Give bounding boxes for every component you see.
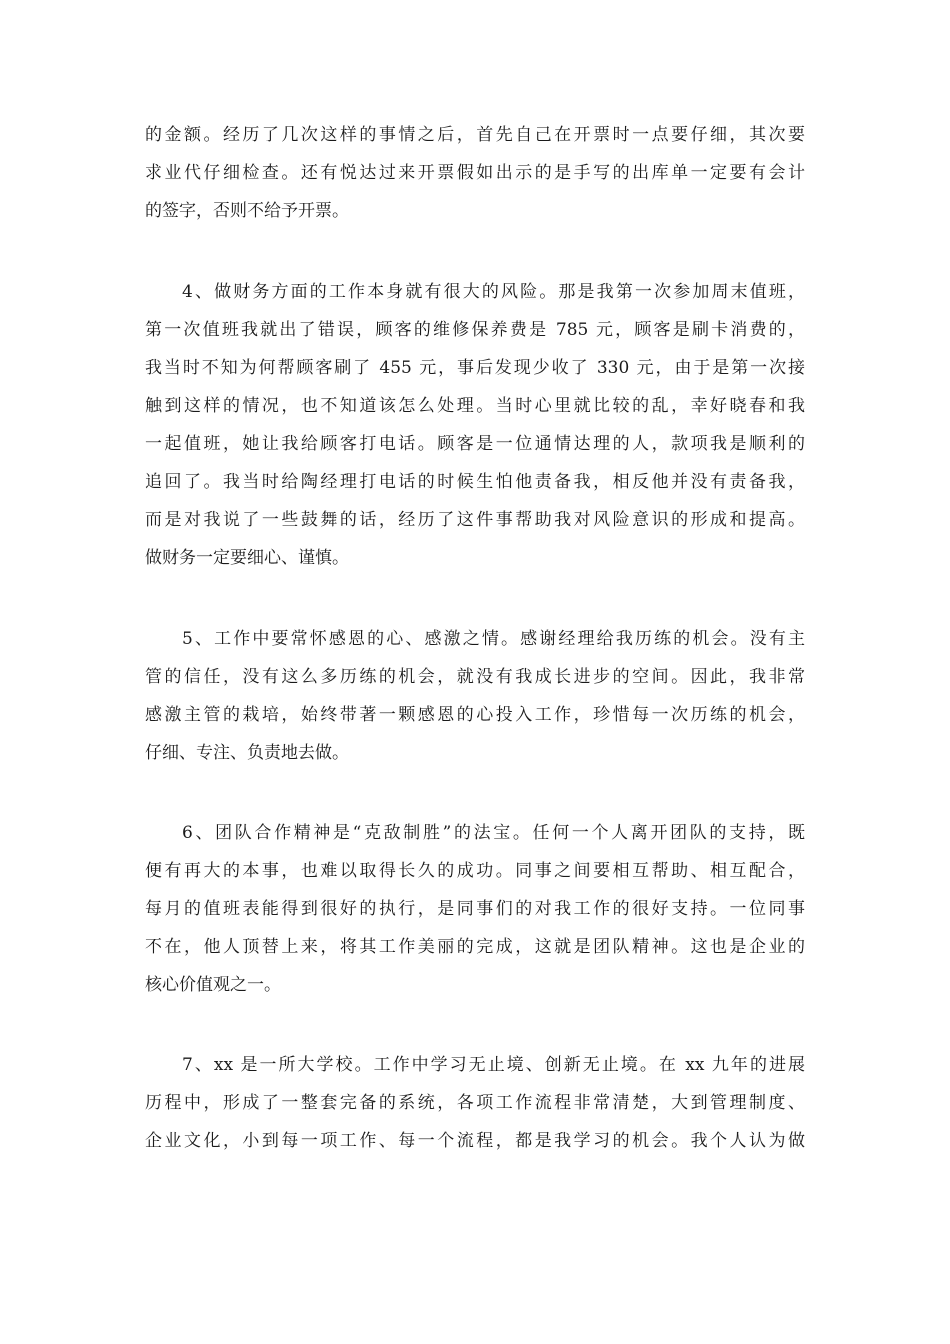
text-line: 做财务一定要细心、谨慎。 <box>145 548 349 568</box>
text-line: 触到这样的情况，也不知道该怎么处理。当时心里就比较的乱，幸好晓春和我 <box>145 396 805 416</box>
paragraph-item-4 <box>145 273 805 577</box>
text-line: 5、工作中要常怀感恩的心、感激之情。感谢经理给我历练的机会。没有主 <box>182 629 805 649</box>
text-line: 一起值班，她让我给顾客打电话。顾客是一位通情达理的人，款项我是顺利的 <box>145 434 805 454</box>
text-line: 核心价值观之一。 <box>145 975 281 995</box>
paragraph-item-6 <box>145 814 805 1004</box>
text-line: 4、做财务方面的工作本身就有很大的风险。那是我第一次参加周末值班， <box>182 282 805 302</box>
text-line: 每月的值班表能得到很好的执行，是同事们的对我工作的很好支持。一位同事 <box>145 899 805 919</box>
text-line: 的金额。经历了几次这样的事情之后，首先自己在开票时一点要仔细，其次要 <box>145 125 805 145</box>
text-line: 企业文化，小到每一项工作、每一个流程，都是我学习的机会。我个人认为做 <box>145 1131 805 1151</box>
text-line: 第一次值班我就出了错误，顾客的维修保养费是 785 元，顾客是刷卡消费的， <box>145 320 805 340</box>
text-line: 的签字，否则不给予开票。 <box>145 201 349 221</box>
paragraph-item-5 <box>145 620 805 772</box>
text-line: 7、xx 是一所大学校。工作中学习无止境、创新无止境。在 xx 九年的进展 <box>182 1055 805 1075</box>
paragraph-item-7 <box>145 1046 805 1160</box>
text-line: 不在，他人顶替上来，将其工作美丽的完成，这就是团队精神。这也是企业的 <box>145 937 805 957</box>
text-line: 6、团队合作精神是“克敌制胜”的法宝。任何一个人离开团队的支持，既 <box>182 823 805 843</box>
text-line: 感激主管的栽培，始终带著一颗感恩的心投入工作，珍惜每一次历练的机会， <box>145 705 805 725</box>
text-line: 求业代仔细检查。还有悦达过来开票假如出示的是手写的出库单一定要有会计 <box>145 163 805 183</box>
paragraph-continuation <box>145 116 805 230</box>
text-line: 便有再大的本事，也难以取得长久的成功。同事之间要相互帮助、相互配合， <box>145 861 805 881</box>
text-line: 历程中，形成了一整套完备的系统，各项工作流程非常清楚，大到管理制度、 <box>145 1093 805 1113</box>
text-line: 而是对我说了一些鼓舞的话，经历了这件事帮助我对风险意识的形成和提高。 <box>145 510 805 530</box>
text-line: 我当时不知为何帮顾客刷了 455 元，事后发现少收了 330 元，由于是第一次接 <box>145 358 805 378</box>
text-line: 仔细、专注、负责地去做。 <box>145 743 349 763</box>
text-line: 管的信任，没有这么多历练的机会，就没有我成长进步的空间。因此，我非常 <box>145 667 805 687</box>
text-line: 追回了。我当时给陶经理打电话的时候生怕他责备我，相反他并没有责备我， <box>145 472 805 492</box>
